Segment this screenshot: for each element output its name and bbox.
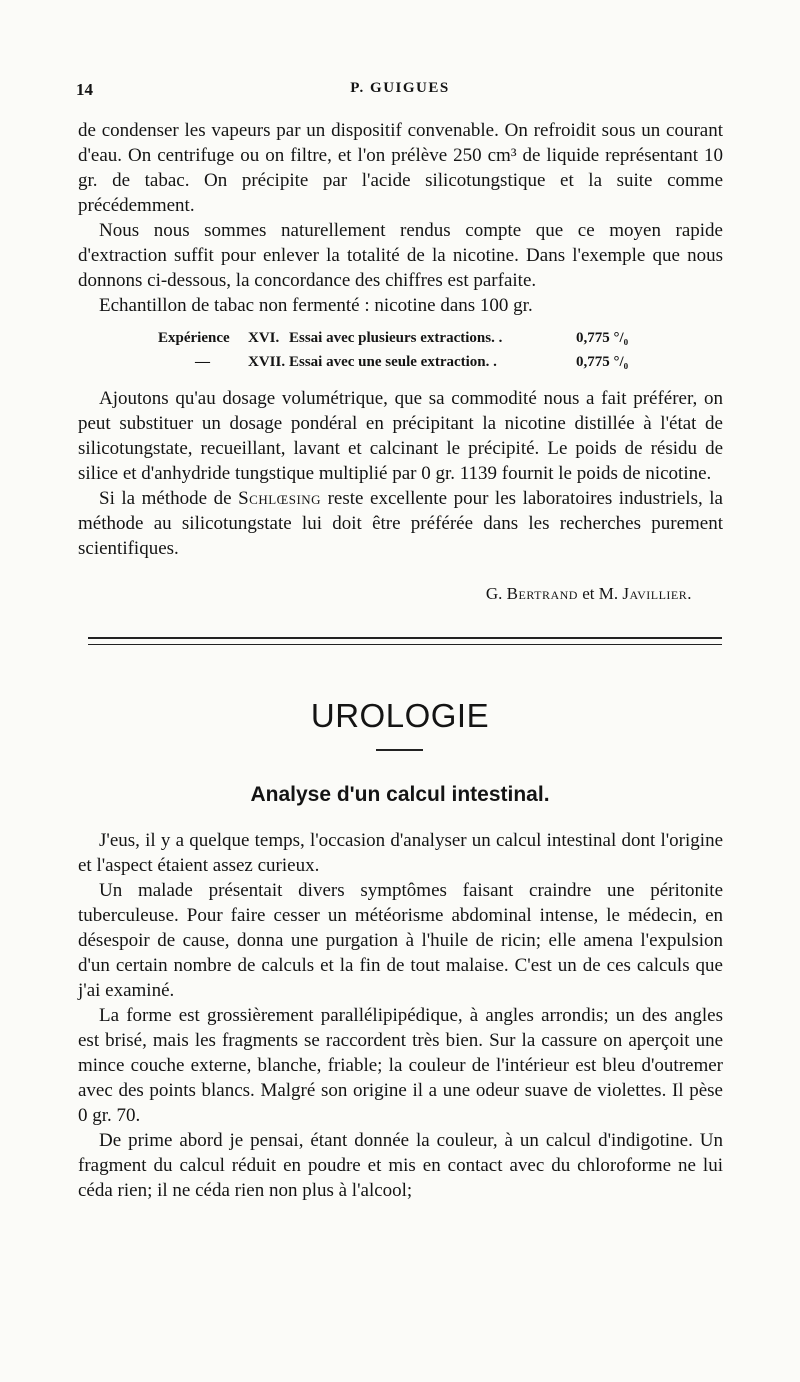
top-text-block: [78, 118, 723, 318]
running-title: P. GUIGUES: [350, 80, 450, 96]
paragraph: La forme est grossièrement parallélipipédique, à angles arrondis; un des angles est brisé, mais les fragments se raccordent très bien. Sur la cassure on aperçoit une mince couche externe, blanche, friable; la couleur de l'intérieur est bleu d'outremer avec des points blancs. Malgré son origine il a une odeur suave de violettes. Il pèse 0 gr. 70.: [78, 1005, 723, 1126]
experiment-label: Expérience: [158, 330, 230, 346]
experiment-description: Essai avec plusieurs extractions. .: [289, 330, 503, 346]
article-title: Analyse d'un calcul intestinal.: [250, 783, 550, 806]
paragraph: Echantillon de tabac non fermenté : nicotine dans 100 gr.: [99, 295, 533, 316]
experiment-description: Essai avec une seule extraction. .: [289, 354, 497, 370]
signature: [486, 584, 692, 604]
paragraph: Un malade présentait divers symptômes faisant craindre une péritonite tuberculeuse. Pour faire cesser un météorisme abdominal intense, le médecin, en désespoir de cause, donna une purgation à l'huile de ricin; elle amena l'expulsion d'un certain nombre de calculs et la fin de tout malaise. C'est un de ces calculs que j'ai examiné.: [78, 880, 723, 1001]
author-name: Bertrand: [506, 584, 578, 603]
experiment-value: 0,775 °/₀: [576, 354, 629, 370]
author-name: Javillier.: [622, 584, 692, 603]
paragraph: Nous nous sommes naturellement rendus compte que ce moyen rapide d'extraction suffit pour enlever la totalité de la nicotine. Dans l'exemple que nous donnons ci-dessous, la concordance des chiffres est parfaite.: [78, 220, 723, 291]
experiment-value: 0,775 °/₀: [576, 330, 629, 346]
author-initial: G.: [485, 584, 503, 603]
article-text-block: [78, 828, 723, 1203]
experiment-number: XVII.: [248, 354, 286, 370]
experiment-table: [158, 330, 678, 378]
closing-text-block: [78, 386, 723, 561]
paragraph: J'eus, il y a quelque temps, l'occasion d'analyser un calcul intestinal dont l'origine et l'aspect étaient assez curieux.: [78, 830, 723, 876]
section-divider: [88, 644, 722, 645]
author-initial: M.: [598, 584, 619, 603]
paragraph: de condenser les vapeurs par un dispositif convenable. On refroidit sous un courant d'eau. On centrifuge ou on filtre, et l'on prélève 250 cm³ de liquide représentant 10 gr. de tabac. On précipite par l'acide silicotungstique et la suite comme précédemment.: [78, 120, 723, 216]
text-span: Si la méthode de: [99, 488, 239, 509]
ditto-dash: —: [195, 354, 210, 370]
paragraph: De prime abord je pensai, étant donnée la couleur, à un calcul d'indigotine. Un fragment du calcul réduit en poudre et mis en contact avec du chloroforme ne lui céda rien; il ne céda rien non plus à l'alcool;: [78, 1130, 723, 1201]
experiment-row: [158, 354, 678, 378]
paragraph: [78, 486, 723, 561]
experiment-number: XVI.: [248, 330, 280, 346]
conjunction: et: [582, 584, 595, 603]
paragraph: Ajoutons qu'au dosage volumétrique, que sa commodité nous a fait préférer, on peut substituer un dosage pondéral en précipitant la nicotine distillée à l'état de silicotungstate, recueillant, lavant et calcinant le précipité. Le poids de résidu de silice et d'anhydride tungstique multiplié par 0 gr. 1139 fournit le poids de nicotine.: [78, 388, 723, 484]
section-divider: [88, 637, 722, 639]
running-head: [76, 80, 724, 102]
author-name: Schlœsing: [238, 488, 322, 509]
text-span: reste excellente pour les laboratoires industriels, la méthode au silicotungstate lui doit être préférée dans les recherches purement scientifiques.: [78, 488, 723, 559]
experiment-row: [158, 330, 678, 354]
section-title: UROLOGIE: [310, 697, 490, 734]
page-number: 14: [76, 80, 93, 99]
title-rule: [376, 749, 423, 751]
